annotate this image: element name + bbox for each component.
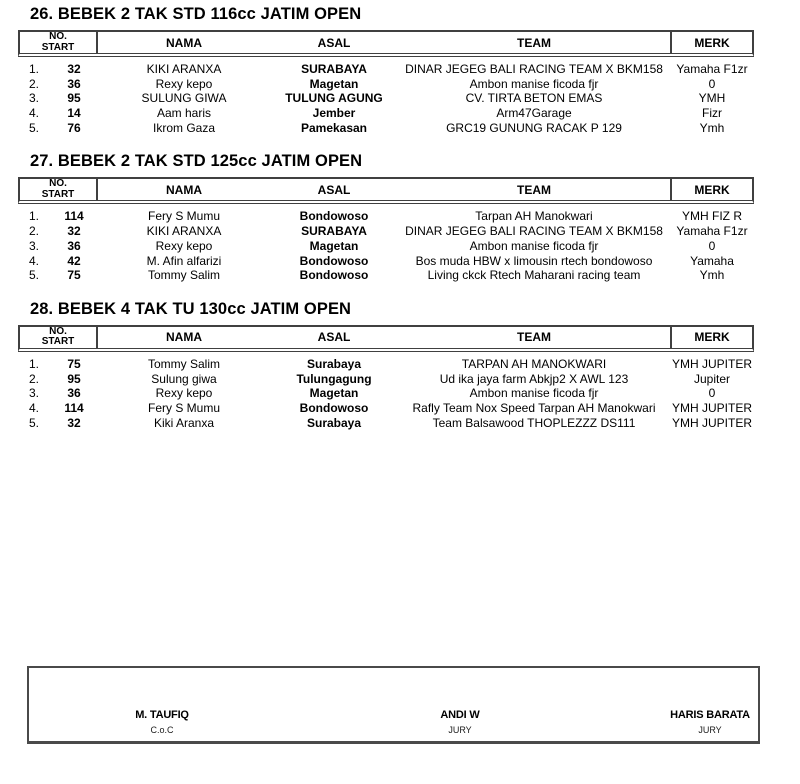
section-title: 28. BEBEK 4 TAK TU 130cc JATIM OPEN xyxy=(30,299,352,318)
table-row xyxy=(18,254,754,269)
cell-start-number: 114 xyxy=(64,400,84,415)
entry-table xyxy=(18,325,754,430)
entry-table xyxy=(18,30,754,135)
col-header-no-start xyxy=(20,32,98,53)
cell-brand: Fizr xyxy=(702,106,722,121)
cell-name: Rexy kepo xyxy=(155,238,213,253)
col-header-asal: ASAL xyxy=(317,35,351,50)
cell-name: KIKI ARANXA xyxy=(146,224,222,239)
cell-seq: 3. xyxy=(28,91,39,106)
cell-team: CV. TIRTA BETON EMAS xyxy=(465,91,603,106)
cell-team: Living ckck Rtech Maharani racing team xyxy=(427,268,641,283)
col-header-no-line1: NO. xyxy=(49,178,67,190)
cell-name: Fery S Mumu xyxy=(147,209,220,224)
table-row xyxy=(18,386,754,401)
official-signature xyxy=(135,709,189,736)
cell-seq: 5. xyxy=(28,415,39,430)
official-name: HARIS BARATA xyxy=(670,709,750,721)
cell-start-number: 75 xyxy=(67,356,81,371)
cell-team: Bos muda HBW x limousin rtech bondowoso xyxy=(415,253,653,268)
cell-seq: 3. xyxy=(28,386,39,401)
cell-brand: 0 xyxy=(708,386,716,401)
table-row xyxy=(18,224,754,239)
cell-brand: Yamaha F1zr xyxy=(676,62,748,76)
cell-name: Rexy kepo xyxy=(155,76,213,91)
cell-origin: Bondowoso xyxy=(299,400,369,415)
cell-name: Tommy Salim xyxy=(147,356,220,371)
cell-brand: YMH JUPITER xyxy=(671,356,752,371)
cell-origin: Magetan xyxy=(309,386,359,401)
race-class-section-28 xyxy=(18,300,758,430)
entry-list-document xyxy=(18,0,758,430)
col-header-no-line2: START xyxy=(41,336,75,348)
official-signature xyxy=(670,709,750,736)
cell-seq: 5. xyxy=(28,120,39,135)
table-row xyxy=(18,106,754,121)
cell-team: Tarpan AH Manokwari xyxy=(475,209,593,224)
cell-seq: 5. xyxy=(28,268,39,283)
cell-start-number: 32 xyxy=(67,224,81,239)
cell-brand: 0 xyxy=(708,238,716,253)
col-header-no-line2: START xyxy=(41,41,75,53)
cell-team: TARPAN AH MANOKWARI xyxy=(461,356,607,371)
col-header-asal: ASAL xyxy=(317,330,351,345)
cell-name: KIKI ARANXA xyxy=(146,62,222,76)
cell-start-number: 14 xyxy=(67,106,81,121)
cell-name: Rexy kepo xyxy=(155,386,213,401)
cell-start-number: 95 xyxy=(67,371,81,386)
cell-origin: Bondowoso xyxy=(299,253,369,268)
table-row xyxy=(18,91,754,106)
cell-brand: Yamaha xyxy=(690,253,734,268)
cell-brand: Ymh xyxy=(699,268,725,283)
cell-brand: 0 xyxy=(708,76,716,91)
official-signature xyxy=(440,709,479,736)
cell-start-number: 36 xyxy=(67,238,81,253)
col-header-asal: ASAL xyxy=(317,182,351,197)
col-header-team: TEAM xyxy=(517,35,551,50)
cell-start-number: 32 xyxy=(67,62,81,76)
cell-seq: 1. xyxy=(28,62,39,76)
cell-seq: 4. xyxy=(28,400,39,415)
cell-team: Ambon manise ficoda fjr xyxy=(469,386,599,401)
cell-name: Fery S Mumu xyxy=(147,400,220,415)
cell-origin: Bondowoso xyxy=(299,268,369,283)
cell-team: Rafly Team Nox Speed Tarpan AH Manokwari xyxy=(412,400,656,415)
cell-origin: Magetan xyxy=(309,76,359,91)
entry-table xyxy=(18,177,754,282)
cell-seq: 2. xyxy=(28,224,39,239)
table-row xyxy=(18,77,754,92)
official-role: C.o.C xyxy=(150,725,174,735)
col-header-merk: MERK xyxy=(670,179,752,200)
cell-team: Ambon manise ficoda fjr xyxy=(469,76,599,91)
cell-origin: Tulungagung xyxy=(296,371,372,386)
cell-brand: Yamaha F1zr xyxy=(676,224,748,239)
cell-seq: 4. xyxy=(28,253,39,268)
race-class-section-26 xyxy=(18,5,758,135)
table-row xyxy=(18,209,754,224)
cell-start-number: 75 xyxy=(67,268,81,283)
cell-team: Ambon manise ficoda fjr xyxy=(469,238,599,253)
cell-start-number: 36 xyxy=(67,386,81,401)
table-row xyxy=(18,357,754,372)
cell-seq: 1. xyxy=(28,356,39,371)
cell-seq: 3. xyxy=(28,238,39,253)
cell-origin: TULUNG AGUNG xyxy=(285,91,383,106)
cell-start-number: 32 xyxy=(67,415,81,430)
col-header-team: TEAM xyxy=(517,330,551,345)
race-class-section-27 xyxy=(18,152,758,282)
cell-start-number: 76 xyxy=(67,120,81,135)
table-header-row xyxy=(18,30,754,57)
cell-name: M. Afin alfarizi xyxy=(146,253,222,268)
cell-team: Arm47Garage xyxy=(496,106,572,121)
col-header-no-line1: NO. xyxy=(49,325,67,337)
official-role: JURY xyxy=(448,725,472,735)
cell-origin: Magetan xyxy=(309,238,359,253)
table-row xyxy=(18,401,754,416)
cell-name: SULUNG GIWA xyxy=(141,91,227,106)
cell-origin: Pamekasan xyxy=(300,120,368,135)
table-row xyxy=(18,121,754,136)
cell-name: Tommy Salim xyxy=(147,268,220,283)
table-body xyxy=(18,352,754,430)
table-row xyxy=(18,62,754,77)
cell-origin: Surabaya xyxy=(306,415,362,430)
col-header-no-line2: START xyxy=(41,188,75,200)
cell-seq: 2. xyxy=(28,76,39,91)
official-name: M. TAUFIQ xyxy=(135,709,189,721)
official-name: ANDI W xyxy=(440,709,480,721)
cell-seq: 1. xyxy=(28,209,39,224)
cell-team: DINAR JEGEG BALI RACING TEAM X BKM158 xyxy=(405,224,663,239)
cell-name: Ikrom Gaza xyxy=(152,120,215,135)
cell-brand: YMH JUPITER xyxy=(671,400,752,415)
section-title: 27. BEBEK 2 TAK STD 125cc JATIM OPEN xyxy=(30,152,363,171)
cell-brand: YMH JUPITER xyxy=(671,415,752,430)
table-header-row xyxy=(18,177,754,204)
col-header-merk: MERK xyxy=(670,327,752,348)
table-row xyxy=(18,268,754,283)
cell-brand: YMH FIZ R xyxy=(682,209,742,224)
cell-seq: 2. xyxy=(28,371,39,386)
col-header-no-start xyxy=(20,327,98,348)
cell-origin: SURABAYA xyxy=(301,224,367,239)
cell-origin: Surabaya xyxy=(306,356,362,371)
cell-origin: SURABAYA xyxy=(301,62,367,76)
cell-team: Ud ika jaya farm Abkjp2 X AWL 123 xyxy=(439,371,629,386)
col-header-merk: MERK xyxy=(670,32,752,53)
cell-origin: Bondowoso xyxy=(299,209,369,224)
col-header-nama: NAMA xyxy=(166,330,202,345)
officials-signature-box xyxy=(27,666,760,744)
table-row xyxy=(18,239,754,254)
cell-start-number: 36 xyxy=(67,76,81,91)
col-header-nama: NAMA xyxy=(166,182,202,197)
cell-name: Kiki Aranxa xyxy=(153,415,215,430)
cell-start-number: 42 xyxy=(67,253,81,268)
cell-start-number: 95 xyxy=(67,91,81,106)
cell-name: Sulung giwa xyxy=(151,371,217,386)
cell-brand: Jupiter xyxy=(693,371,731,386)
cell-team: DINAR JEGEG BALI RACING TEAM X BKM158 xyxy=(405,62,663,76)
table-body xyxy=(18,57,754,135)
cell-name: Aam haris xyxy=(156,106,212,121)
table-row xyxy=(18,416,754,431)
table-row xyxy=(18,372,754,387)
col-header-team: TEAM xyxy=(517,182,551,197)
cell-origin: Jember xyxy=(312,106,356,121)
cell-start-number: 114 xyxy=(64,209,84,224)
official-role: JURY xyxy=(698,725,722,735)
col-header-no-start xyxy=(20,179,98,200)
table-body xyxy=(18,204,754,282)
cell-seq: 4. xyxy=(28,106,39,121)
col-header-no-line1: NO. xyxy=(49,31,67,42)
section-title: 26. BEBEK 2 TAK STD 116cc JATIM OPEN xyxy=(30,5,362,23)
cell-team: GRC19 GUNUNG RACAK P 129 xyxy=(446,120,622,135)
cell-brand: Ymh xyxy=(699,120,725,135)
cell-brand: YMH xyxy=(698,91,726,106)
col-header-nama: NAMA xyxy=(166,35,202,50)
cell-team: Team Balsawood THOPLEZZZ DS111 xyxy=(432,415,636,430)
table-header-row xyxy=(18,325,754,352)
